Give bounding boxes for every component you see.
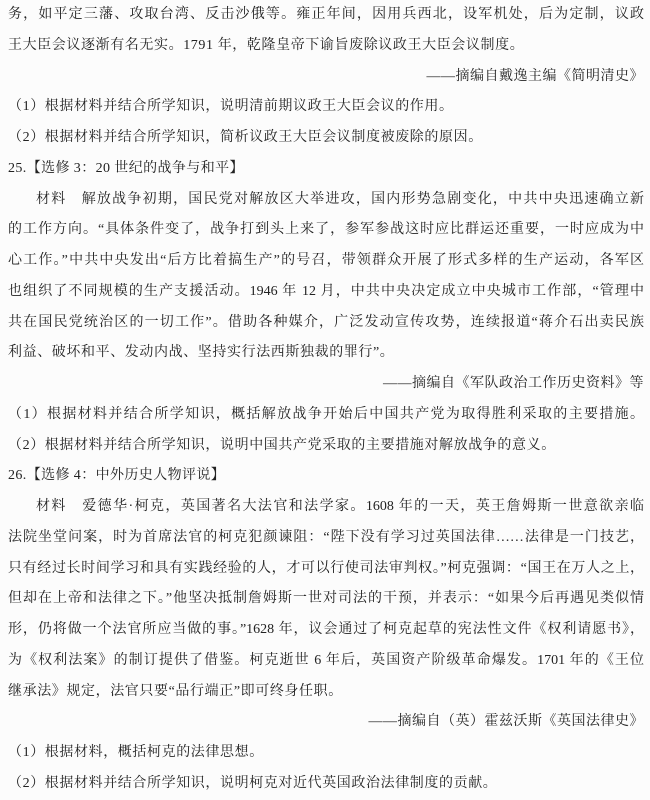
question-line: （2）根据材料并结合所学知识，说明柯克对近代英国政治法律制度的贡献。	[8, 775, 498, 791]
question-line: （2）根据材料并结合所学知识，说明中国共产党采取的主要措施对解放战争的意义。	[8, 437, 556, 453]
body-text-line: 的工作方向。“具体条件变了，战争打到头上来了，参军参战这时应比群运还重要，一时应成为中	[8, 222, 644, 238]
section-header: 25.【选修 3：20 世纪的战争与和平】	[8, 160, 244, 176]
source-attribution: ——摘编自戴逸主编《简明清史》	[426, 68, 644, 84]
body-text-line: 法院坐堂问案，时为首席法官的柯克犯颜谏阻：“陛下没有学习过英国法律……法律是一门技艺，	[8, 529, 644, 545]
question-line: （1）根据材料并结合所学知识，说明清前期议政王大臣会议的作用。	[8, 99, 454, 115]
body-text-line: 心工作。”中共中央发出“后方比着搞生产”的号召，带领群众开展了形式多样的生产运动，各军区	[8, 253, 644, 268]
body-text-line: 继承法》规定，法官只要“品行端正”即可终身任职。	[8, 683, 343, 699]
body-text-line: 形，仍将做一个法官所应当做的事。”1628 年，议会通过了柯克起草的宪法性文件《权利请愿书》，	[8, 622, 644, 637]
body-text-line: 也组织了不同规模的生产支援活动。1946 年 12 月，中共中央决定成立中央城市工作部，“管理中	[8, 283, 644, 299]
section-header: 26.【选修 4：中外历史人物评说】	[8, 468, 226, 484]
body-text-line: 但却在上帝和法律之下。”他坚决抵制詹姆斯一世对司法的干预，并表示：“如果今后再遇见类似情	[8, 591, 644, 607]
body-text-line: 务，如平定三藩、攻取台湾、反击沙俄等。雍正年间，因用兵西北，设军机处，后为定制，议政	[8, 7, 644, 22]
body-text-line: 共在国民党统治区的一切工作”。借助各种媒介，广泛发动宣传攻势，连续报道“蒋介石出卖民族	[8, 314, 644, 330]
question-line: （1）根据材料，概括柯克的法律思想。	[8, 745, 264, 760]
body-text-line: 只有经过长时间学习和具有实践经验的人，才可以行使司法审判权。”柯克强调：“国王在万人之上，	[8, 560, 644, 576]
question-line: （2）根据材料并结合所学知识，简析议政王大臣会议制度被废除的原因。	[8, 130, 483, 145]
body-text-line: 为《权利法案》的制订提供了借鉴。柯克逝世 6 年后，英国资产阶级革命爆发。1701 年的《王位	[8, 652, 644, 668]
source-attribution: ——摘编自《军队政治工作历史资料》等	[383, 376, 644, 391]
body-text-line: （1）根据材料并结合所学知识，概括解放战争开始后中国共产党为取得胜利采取的主要措施。	[8, 406, 644, 422]
source-attribution: ——摘编自（英）霍兹沃斯《英国法律史》	[368, 714, 644, 730]
material-paragraph-first-line: 材料 爱德华·柯克，英国著名大法官和法学家。1608 年的一天，英王詹姆斯一世意欲亲临	[36, 499, 644, 514]
material-paragraph-first-line: 材料 解放战争初期，国民党对解放区大举进攻，国内形势急剧变化，中共中央迅速确立新	[36, 191, 644, 207]
document-lines	[8, 0, 644, 800]
body-text-line: 利益、破坏和平、发动内战、坚持实行法西斯独裁的罪行”。	[8, 345, 395, 361]
body-text-line: 王大臣会议逐渐有名无实。1791 年，乾隆皇帝下谕旨废除议政王大臣会议制度。	[8, 37, 525, 53]
